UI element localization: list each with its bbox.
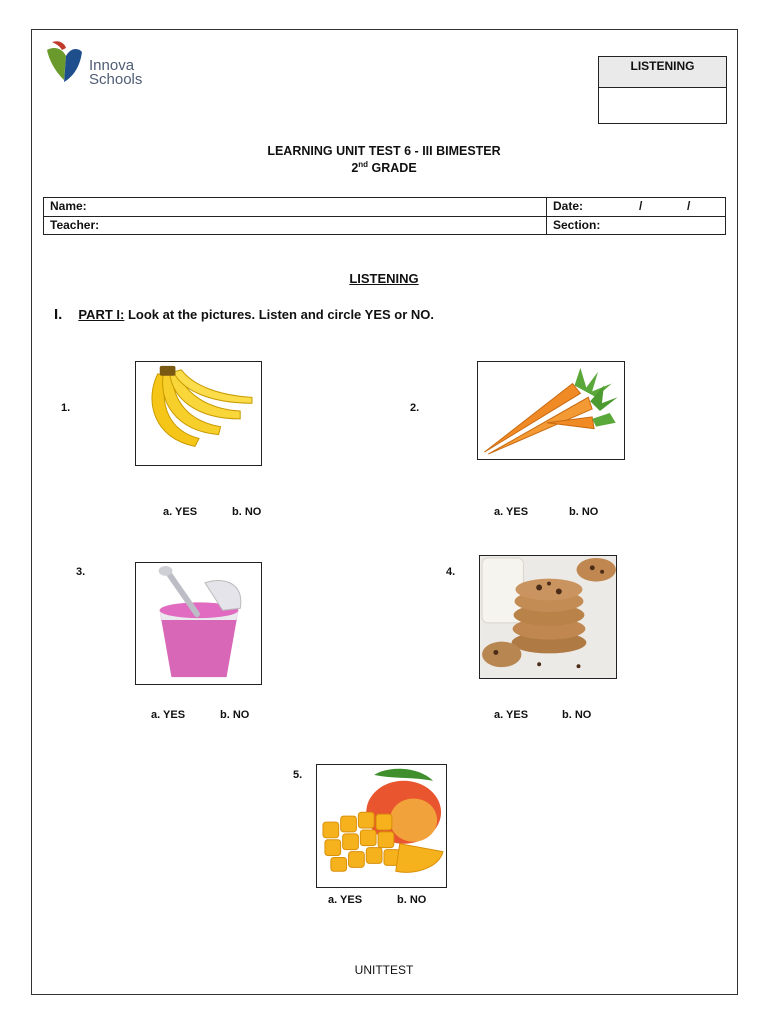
question-1-number: 1.: [61, 402, 71, 414]
page-footer: UNITTEST: [354, 963, 414, 977]
school-logo: [44, 38, 164, 92]
student-info-table: [43, 197, 726, 235]
question-1-option-no[interactable]: b. NO: [232, 506, 262, 518]
yogurt-image: [135, 562, 262, 685]
question-1-option-yes[interactable]: a. YES: [163, 506, 198, 518]
logo-text-line2: Schools: [89, 71, 143, 88]
grade-suffix: nd: [358, 160, 369, 169]
date-label: Date:: [553, 199, 584, 213]
question-2-option-yes[interactable]: a. YES: [494, 506, 529, 518]
date-separator-2: /: [687, 199, 691, 213]
section-label: Section:: [553, 218, 601, 232]
question-5-option-no[interactable]: b. NO: [397, 894, 427, 906]
teacher-label: Teacher:: [50, 218, 100, 232]
name-label: Name:: [50, 199, 87, 213]
part-label: PART I:: [78, 307, 125, 322]
score-box-field[interactable]: [599, 88, 726, 124]
logo-mark-icon: [44, 38, 84, 88]
question-4-option-no[interactable]: b. NO: [562, 709, 592, 721]
date-field[interactable]: [546, 198, 727, 217]
info-row-teacher: [44, 216, 725, 235]
teacher-field[interactable]: [44, 217, 546, 235]
logo-text-line1: Innova: [89, 57, 135, 74]
grade-word: GRADE: [371, 161, 417, 176]
name-field[interactable]: [44, 198, 546, 217]
question-4-number: 4.: [446, 566, 456, 578]
question-5-option-yes[interactable]: a. YES: [328, 894, 363, 906]
yogurt-icon: [136, 563, 261, 684]
question-3-option-yes[interactable]: a. YES: [151, 709, 186, 721]
carrots-icon: [478, 362, 624, 459]
grade-title: [0, 160, 768, 175]
score-box-label: LISTENING: [599, 57, 726, 88]
test-title: LEARNING UNIT TEST 6 - III BIMESTER: [267, 144, 501, 158]
bananas-image: [135, 361, 262, 466]
section-field[interactable]: [546, 217, 727, 235]
part-roman: I.: [54, 306, 63, 323]
carrots-image: [477, 361, 625, 460]
question-3-option-no[interactable]: b. NO: [220, 709, 250, 721]
mango-icon: [317, 765, 446, 887]
part-instruction: [54, 306, 434, 323]
mango-image: [316, 764, 447, 888]
cookies-icon: [480, 556, 616, 678]
score-box: [598, 56, 727, 124]
date-separator-1: /: [639, 199, 643, 213]
question-4-option-yes[interactable]: a. YES: [494, 709, 529, 721]
part-text: Look at the pictures. Listen and circle YES or NO.: [127, 307, 435, 322]
info-row-name: [44, 198, 725, 217]
question-3-number: 3.: [76, 566, 86, 578]
section-heading: LISTENING: [349, 271, 419, 286]
question-5-number: 5.: [293, 769, 303, 781]
grade-number: 2: [351, 161, 359, 176]
bananas-icon: [136, 362, 261, 465]
question-2-option-no[interactable]: b. NO: [569, 506, 599, 518]
cookies-image: [479, 555, 617, 679]
question-2-number: 2.: [410, 402, 420, 414]
